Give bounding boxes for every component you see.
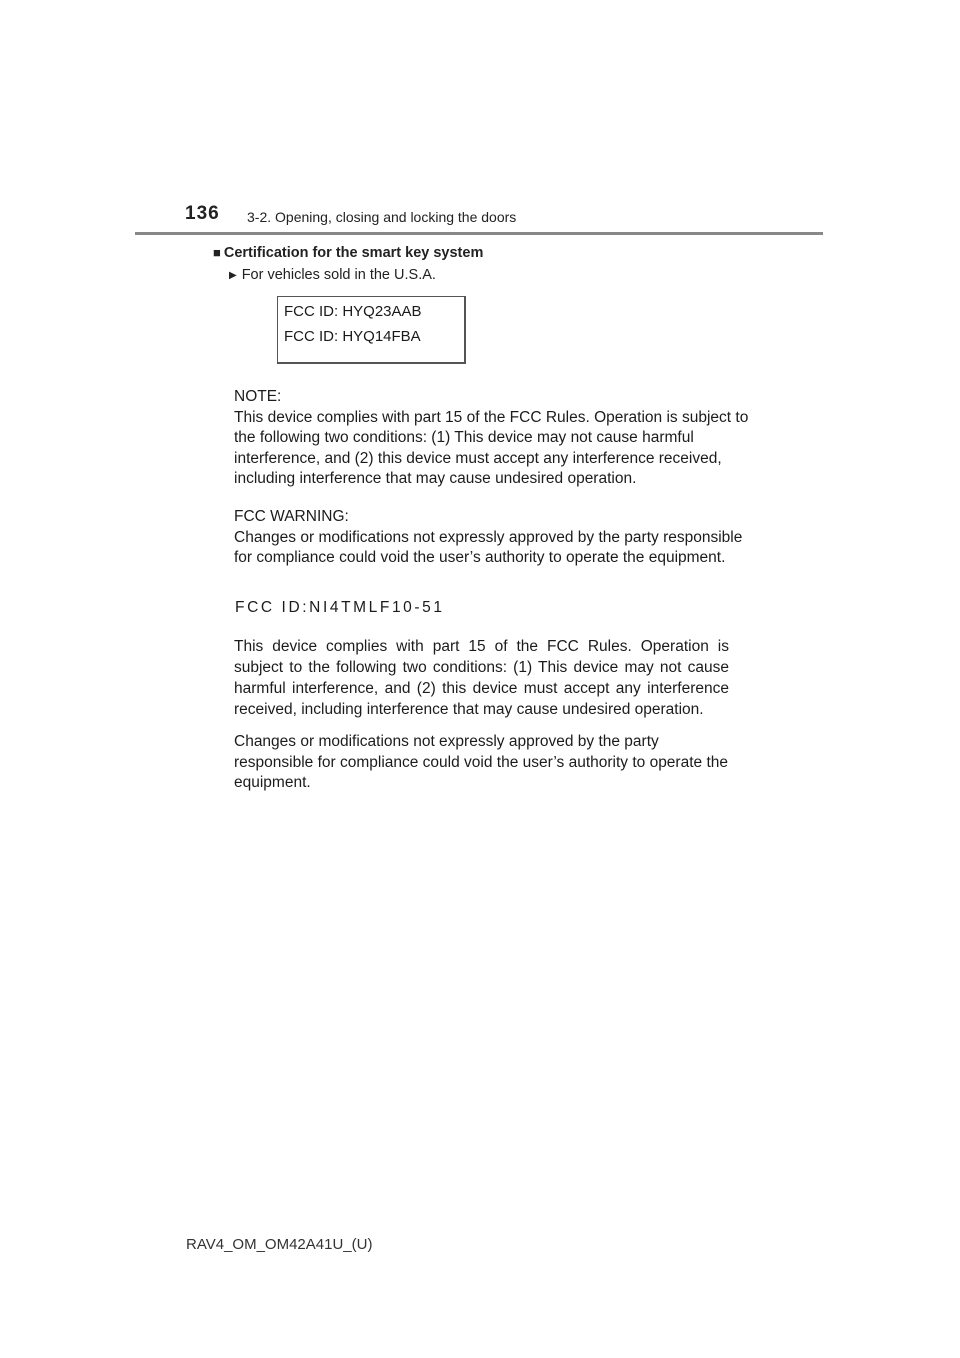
note-block [234,387,754,490]
heading-text: Certification for the smart key system [223,245,484,261]
changes-paragraph: Changes or modifications not expressly approved by the party responsible for compliance could void the user’s authority to operate the equipment. [234,733,728,791]
warning-body: Changes or modifications not expressly approved by the party responsible for compliance could void the user’s authority to operate the equipment. [234,528,743,566]
fcc-label-line-2: FCC ID: HYQ14FBA [284,328,421,345]
compliance-paragraph: This device complies with part 15 of the FCC Rules. Operation is subject to the following two conditions: (1) This device may not cause harmful interference, and (2) this device must accept any interference received, including interference that may cause undesired operation. [234,638,729,718]
warning-block [234,507,754,569]
page-number: 136 [185,203,220,224]
fcc-label-box [277,296,466,364]
note-body: This device complies with part 15 of the FCC Rules. Operation is subject to the following two conditions: (1) This device may not cause harmful interference, and (2) this device must accept any interference received, including interference that may cause undesired operation. [234,408,749,487]
warning-title: FCC WARNING: [234,508,349,525]
section-title: 3-2. Opening, closing and locking the doors [247,209,517,225]
subheading [229,267,436,283]
note-title: NOTE: [234,388,282,405]
header-divider [135,232,823,235]
fcc-label-line-1: FCC ID: HYQ23AAB [284,303,422,320]
square-bullet-icon: ■ [213,245,221,260]
footer-doc-code: RAV4_OM_OM42A41U_(U) [186,1236,373,1253]
section-heading [213,245,483,261]
fcc-id-line: FCC ID:NI4TMLF10-51 [235,599,445,616]
page-header [0,0,960,240]
subheading-text: For vehicles sold in the U.S.A. [241,267,436,283]
triangle-bullet-icon: ▶ [229,270,237,281]
